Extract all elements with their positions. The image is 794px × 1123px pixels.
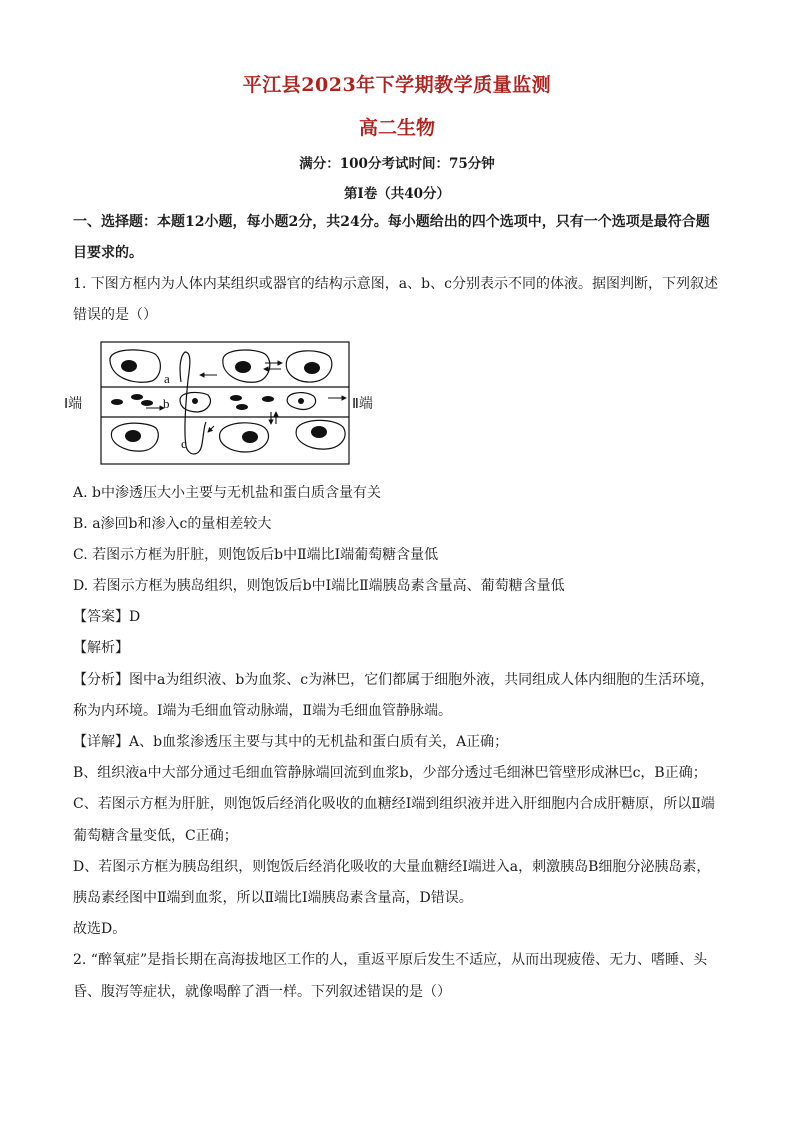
part1-instruction-line1: 一、选择题：本题12小题，每小题2分，共24分。每小题给出的四个选项中，只有一个选项是最符合题 xyxy=(73,214,710,230)
tissue-diagram xyxy=(60,340,373,468)
q2-stem-line1: 2. “醉氧症”是指长期在高海拔地区工作的人，重返平原后发生不适应，从而出现疲倦、无力、嗜睡、头 xyxy=(73,952,708,968)
q1-option-c: C. 若图示方框为肝脏，则饱饭后b中Ⅱ端比Ⅰ端葡萄糖含量低 xyxy=(73,547,439,563)
label-a: a xyxy=(164,371,170,386)
blood-particle xyxy=(262,396,274,402)
score-time: 满分：100分考试时间：75分钟 xyxy=(299,156,495,172)
cell-nucleus xyxy=(121,360,137,372)
q1-option-a: A. b中渗透压大小主要与无机盐和蛋白质含量有关 xyxy=(73,485,381,501)
q1-detail-line2: B、组织液a中大部分通过毛细血管静脉端回流到血浆b，少部分透过毛细淋巴管壁形成淋巴c，B正确； xyxy=(73,765,707,781)
section-heading: 第Ⅰ卷（共40分） xyxy=(343,186,451,202)
exam-title: 平江县2023年下学期教学质量监测 xyxy=(242,74,552,96)
q1-detail-line5: D、若图示方框为胰岛组织，则饱饭后经消化吸收的大量血糖经Ⅰ端进入a，刺激胰岛B细胞分泌胰岛素， xyxy=(73,859,711,875)
q1-option-d: D. 若图示方框为胰岛组织，则饱饭后b中Ⅰ端比Ⅱ端胰岛素含量高、葡萄糖含量低 xyxy=(73,578,565,594)
cell-nucleus xyxy=(311,426,327,438)
blood-particle xyxy=(141,400,153,406)
q1-conclusion: 故选D。 xyxy=(73,921,127,937)
blood-particle xyxy=(131,394,143,400)
label-right-end: Ⅱ端 xyxy=(352,397,373,412)
blood-particle xyxy=(111,399,123,405)
label-left-end: Ⅰ端 xyxy=(64,397,83,412)
q1-stem-line2: 错误的是（） xyxy=(73,307,157,323)
q1-stem-line1: 1. 下图方框内为人体内某组织或器官的结构示意图，a、b、c分别表示不同的体液。据图判断，下列叙述 xyxy=(73,276,718,292)
q1-detail-line1: 【详解】A、b血浆渗透压主要与其中的无机盐和蛋白质有关，A正确； xyxy=(73,734,509,750)
blood-particle xyxy=(230,395,242,401)
q1-option-b: B. a渗回b和渗入c的量相差较大 xyxy=(73,516,272,532)
q1-analysis-line1: 【分析】图中a为组织液、b为血浆、c为淋巴，它们都属于细胞外液，共同组成人体内细胞的生活环境， xyxy=(73,672,715,688)
label-c: c xyxy=(181,436,187,451)
tissue-structure-figure xyxy=(60,340,373,468)
subject-title: 高二生物 xyxy=(358,117,435,139)
q1-answer: 【答案】D xyxy=(73,609,141,625)
q1-detail-line3: C、若图示方框为肝脏，则饱饭后经消化吸收的血糖经Ⅰ端到组织液并进入肝细胞内合成肝糖原，所以Ⅱ端 xyxy=(73,796,715,812)
cell-nucleus xyxy=(125,430,141,442)
label-b: b xyxy=(163,396,170,411)
blood-particle xyxy=(236,404,248,410)
cell-nucleus xyxy=(304,362,320,374)
q1-detail-line4: 葡萄糖含量变低，C正确； xyxy=(73,828,238,844)
q1-detail-line6: 胰岛素经图中Ⅱ端到血浆，所以Ⅱ端比Ⅰ端胰岛素含量高，D错误。 xyxy=(73,890,473,906)
cell-nucleus xyxy=(235,361,251,373)
flow-arrow xyxy=(208,426,214,432)
q1-analysis-line2: 称为内环境。Ⅰ端为毛细血管动脉端，Ⅱ端为毛细血管静脉端。 xyxy=(73,703,453,719)
part1-instruction-line2: 目要求的。 xyxy=(73,245,143,261)
blood-cell-dot xyxy=(298,398,304,404)
blood-cell-dot xyxy=(192,398,198,404)
q2-stem-line2: 昏、腹泻等症状，就像喝醉了酒一样。下列叙述错误的是（） xyxy=(73,984,451,1000)
q1-analysis-heading: 【解析】 xyxy=(73,640,129,656)
cell-nucleus xyxy=(242,431,258,443)
